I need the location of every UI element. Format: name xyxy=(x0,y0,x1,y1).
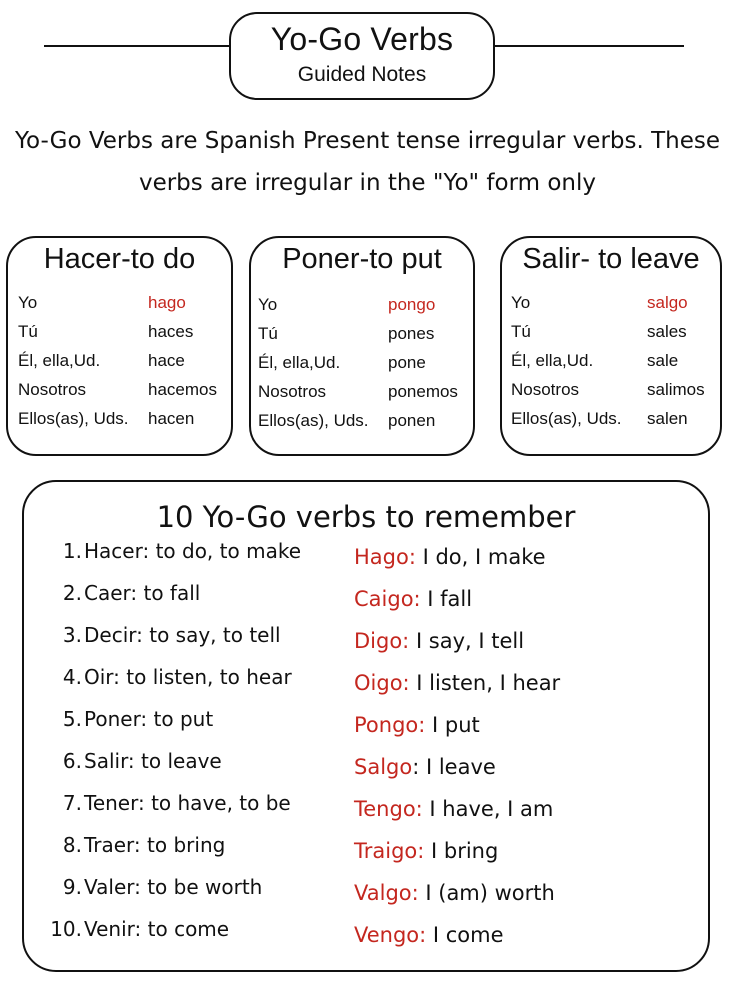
verb-form: salgo xyxy=(647,292,688,312)
conjugation-row xyxy=(511,317,705,346)
page-subtitle: Guided Notes xyxy=(297,63,427,86)
verb-form: pone xyxy=(388,352,426,372)
verb-form: hacemos xyxy=(148,379,217,399)
item-yo-form xyxy=(354,881,555,905)
conjugation-title: Salir- to leave xyxy=(522,243,700,275)
yo-form: Oigo: xyxy=(354,671,410,695)
verb-form: salen xyxy=(647,408,688,428)
yo-meaning: I have, I am xyxy=(422,797,554,821)
conjugation-row xyxy=(511,375,705,404)
conjugation-row xyxy=(511,346,705,375)
item-number: 4. xyxy=(62,665,82,689)
conjugation-box-salir xyxy=(500,236,722,456)
pronoun: Ellos(as), Uds. xyxy=(18,408,129,428)
conjugation-row xyxy=(18,288,217,317)
item-number: 6. xyxy=(62,749,82,773)
item-definition: Oir: to listen, to hear xyxy=(84,665,292,689)
item-number: 5. xyxy=(62,707,82,731)
yo-form: Digo: xyxy=(354,629,410,653)
intro-line-1: Yo-Go Verbs are Spanish Present tense irregular verbs. These xyxy=(14,128,721,154)
yo-form: Tengo: xyxy=(354,797,423,821)
yo-form: Vengo: xyxy=(354,923,427,947)
item-definition: Decir: to say, to tell xyxy=(84,623,281,647)
pronoun: Él, ella,Ud. xyxy=(18,350,101,370)
verb-form: ponemos xyxy=(388,381,458,401)
item-number: 9. xyxy=(62,875,82,899)
item-yo-form xyxy=(354,671,560,695)
title-box xyxy=(229,12,495,100)
yo-meaning: I (am) worth xyxy=(418,881,555,905)
item-number: 10. xyxy=(50,917,82,941)
item-definition: Traer: to bring xyxy=(84,833,226,857)
item-definition: Hacer: to do, to make xyxy=(84,539,301,563)
header-rule-right xyxy=(494,45,684,47)
conjugation-row xyxy=(511,288,705,317)
page-title: Yo-Go Verbs xyxy=(270,21,454,57)
conjugation-table xyxy=(18,288,217,433)
pronoun: Ellos(as), Uds. xyxy=(511,408,622,428)
verb-form: pones xyxy=(388,323,435,343)
yo-meaning: I fall xyxy=(420,587,473,611)
item-number: 8. xyxy=(62,833,82,857)
conjugation-row xyxy=(511,404,705,433)
verb-form: pongo xyxy=(388,294,436,314)
conjugation-row xyxy=(258,377,458,406)
conjugation-title: Hacer-to do xyxy=(43,243,196,275)
conjugation-row xyxy=(258,319,458,348)
verb-form: salimos xyxy=(647,379,705,399)
yo-form: Caigo: xyxy=(354,587,421,611)
pronoun: Tú xyxy=(18,321,38,341)
intro-paragraph xyxy=(0,120,735,204)
item-yo-form xyxy=(354,755,496,779)
item-number: 3. xyxy=(62,623,82,647)
item-definition: Caer: to fall xyxy=(84,581,201,605)
item-yo-form xyxy=(354,839,498,863)
verb-form: hace xyxy=(148,350,185,370)
yo-meaning: I do, I make xyxy=(415,545,546,569)
yo-form: Pongo: xyxy=(354,713,426,737)
item-yo-form xyxy=(354,923,504,947)
pronoun: Tú xyxy=(258,323,278,343)
pronoun: Yo xyxy=(511,292,531,312)
pronoun: Él, ella,Ud. xyxy=(511,350,594,370)
verb-form: haces xyxy=(148,321,194,341)
conjugation-row xyxy=(258,290,458,319)
yo-meaning: : I leave xyxy=(412,755,496,779)
yo-form: Valgo: xyxy=(354,881,419,905)
item-definition: Valer: to be worth xyxy=(84,875,263,899)
conjugation-table xyxy=(511,288,705,433)
yo-form: Hago: xyxy=(354,545,416,569)
conjugation-row xyxy=(18,317,217,346)
verb-form: sale xyxy=(647,350,679,370)
item-definition: Venir: to come xyxy=(84,917,230,941)
pronoun: Él, ella,Ud. xyxy=(258,352,341,372)
pronoun: Nosotros xyxy=(18,379,87,399)
pronoun: Ellos(as), Uds. xyxy=(258,410,369,430)
header-rule-left xyxy=(44,45,230,47)
yo-meaning: I listen, I hear xyxy=(409,671,561,695)
conjugation-title: Poner-to put xyxy=(282,243,442,275)
conjugation-box-poner xyxy=(249,236,475,456)
conjugation-box-hacer xyxy=(6,236,233,456)
pronoun: Yo xyxy=(258,294,278,314)
item-definition: Salir: to leave xyxy=(84,749,222,773)
conjugation-row xyxy=(258,406,458,435)
pronoun: Yo xyxy=(18,292,38,312)
intro-line-2: verbs are irregular in the "Yo" form only xyxy=(138,170,597,196)
yo-meaning: I say, I tell xyxy=(409,629,525,653)
item-number: 2. xyxy=(62,581,82,605)
verbs-title: 10 Yo-Go verbs to remember xyxy=(156,500,576,534)
item-number: 1. xyxy=(62,539,82,563)
yo-form: Salgo xyxy=(354,755,413,779)
verbs-box xyxy=(22,480,710,972)
item-definition: Poner: to put xyxy=(84,707,214,731)
item-yo-form xyxy=(354,797,553,821)
yo-form: Traigo: xyxy=(354,839,425,863)
pronoun: Nosotros xyxy=(511,379,580,399)
conjugation-row xyxy=(18,404,217,433)
verb-form: sales xyxy=(647,321,687,341)
item-yo-form xyxy=(354,713,480,737)
verb-form: hacen xyxy=(148,408,195,428)
conjugation-row xyxy=(18,375,217,404)
pronoun: Tú xyxy=(511,321,531,341)
yo-meaning: I come xyxy=(426,923,504,947)
item-yo-form xyxy=(354,629,524,653)
conjugation-row xyxy=(258,348,458,377)
item-yo-form xyxy=(354,587,472,611)
pronoun: Nosotros xyxy=(258,381,327,401)
verb-form: hago xyxy=(148,292,186,312)
yo-meaning: I bring xyxy=(424,839,499,863)
item-number: 7. xyxy=(62,791,82,815)
conjugation-table xyxy=(258,290,458,435)
verb-form: ponen xyxy=(388,410,436,430)
conjugation-row xyxy=(18,346,217,375)
item-definition: Tener: to have, to be xyxy=(84,791,291,815)
yo-meaning: I put xyxy=(425,713,480,737)
item-yo-form xyxy=(354,545,546,569)
